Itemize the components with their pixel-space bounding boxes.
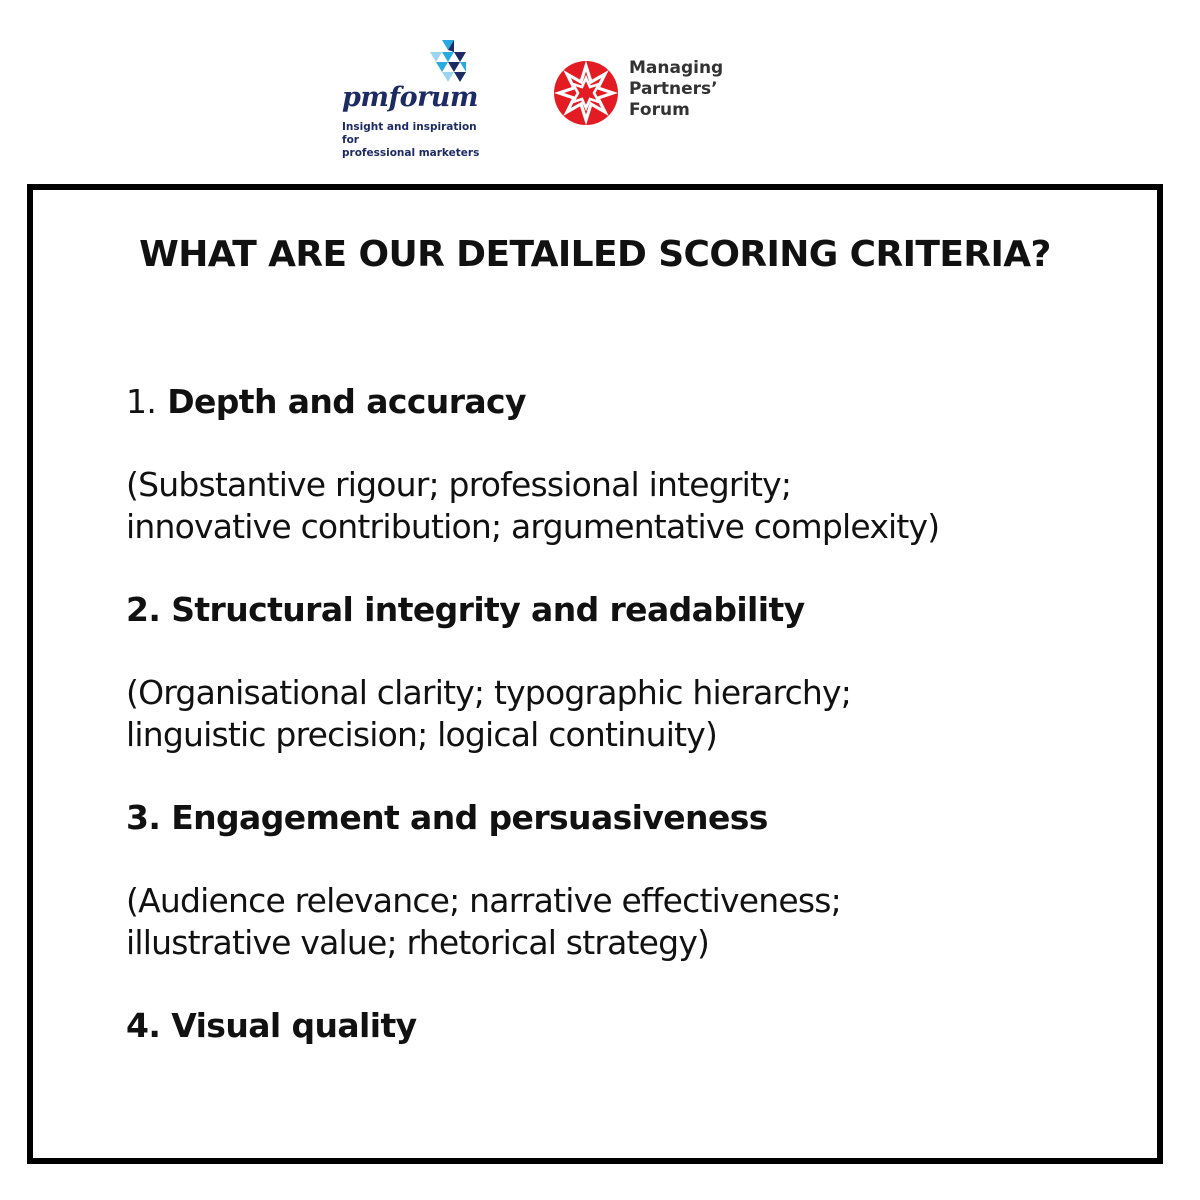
mpf-line2: Partners’ xyxy=(629,79,718,99)
criterion-3 xyxy=(126,798,1136,964)
criterion-4 xyxy=(126,1006,1136,1046)
criterion-heading xyxy=(126,1006,1136,1046)
criterion-1 xyxy=(126,382,1136,548)
criteria-panel xyxy=(27,184,1163,1164)
criterion-description xyxy=(126,672,1136,756)
criterion-2 xyxy=(126,590,1136,756)
criterion-heading xyxy=(126,382,1136,422)
criterion-title: Depth and accuracy xyxy=(167,382,526,421)
criterion-number: 1. xyxy=(126,382,157,421)
criterion-title: Engagement and persuasiveness xyxy=(171,798,768,837)
mpf-wordmark xyxy=(629,58,723,121)
pmforum-wordmark: pmforum xyxy=(342,82,478,113)
panel-title: WHAT ARE OUR DETAILED SCORING CRITERIA? xyxy=(139,234,1051,275)
pmforum-tagline xyxy=(342,121,492,160)
mpf-line3: Forum xyxy=(629,100,690,120)
criterion-number: 4. xyxy=(126,1006,161,1045)
criterion-desc-line2: illustrative value; rhetorical strategy) xyxy=(126,923,710,962)
criteria-list xyxy=(126,382,1136,1046)
pmforum-tagline-line2: professional marketers xyxy=(342,147,480,159)
star-burst-icon xyxy=(553,60,619,126)
criterion-desc-line1: (Audience relevance; narrative effectiveness; xyxy=(126,881,841,920)
criterion-number: 3. xyxy=(126,798,161,837)
pmforum-logo xyxy=(340,40,490,159)
criterion-heading xyxy=(126,590,1136,630)
criterion-title: Structural integrity and readability xyxy=(171,590,805,629)
criterion-desc-line2: innovative contribution; argumentative complexity) xyxy=(126,507,940,546)
criterion-desc-line1: (Substantive rigour; professional integrity; xyxy=(126,465,792,504)
criterion-description xyxy=(126,464,1136,548)
pmforum-tagline-line1: Insight and inspiration for xyxy=(342,121,477,146)
criterion-desc-line2: linguistic precision; logical continuity) xyxy=(126,715,718,754)
criterion-desc-line1: (Organisational clarity; typographic hierarchy; xyxy=(126,673,852,712)
criterion-heading xyxy=(126,798,1136,838)
criterion-description xyxy=(126,880,1136,964)
criterion-title: Visual quality xyxy=(171,1006,417,1045)
mpf-line1: Managing xyxy=(629,58,724,78)
criterion-number: 2. xyxy=(126,590,161,629)
mpf-logo xyxy=(553,58,753,138)
